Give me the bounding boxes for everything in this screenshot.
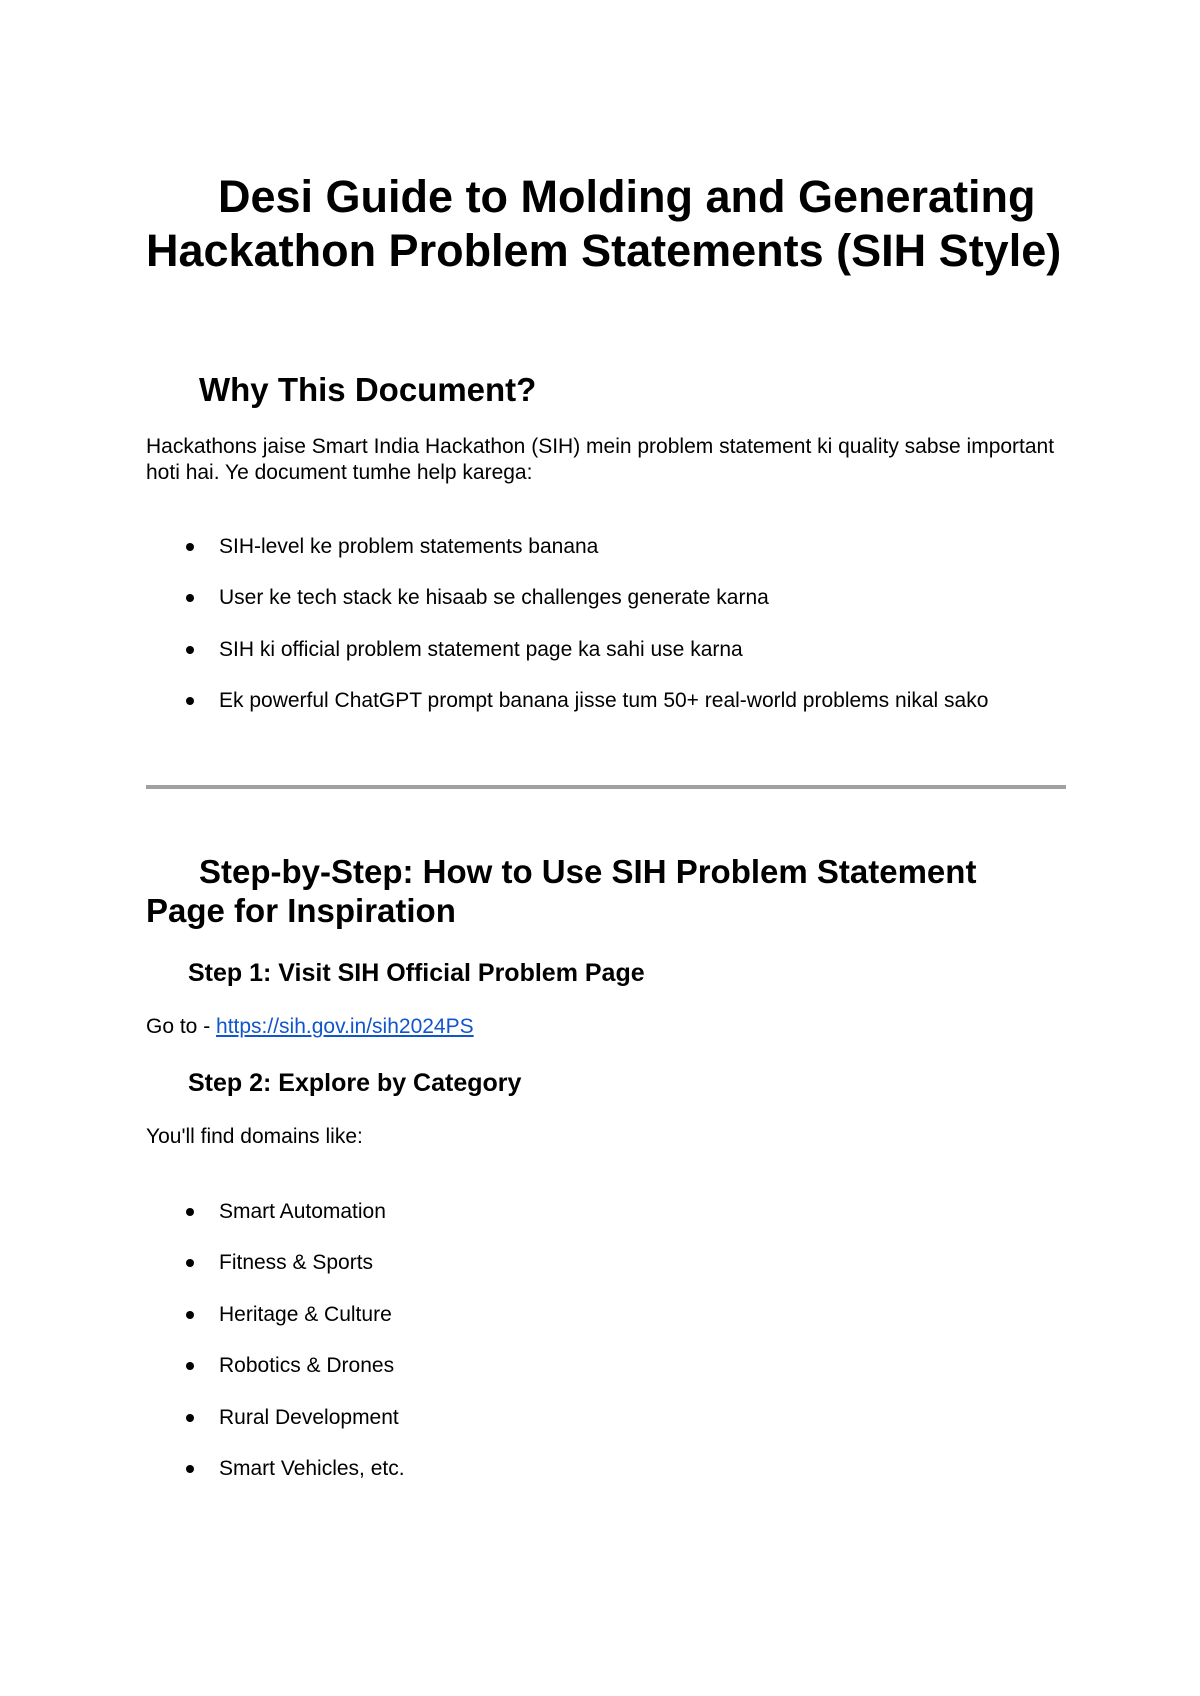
list-item-text: Ek powerful ChatGPT prompt banana jisse tum 50+ real-world problems nikal sako bbox=[219, 689, 989, 713]
list-item-text: Heritage & Culture bbox=[219, 1302, 392, 1326]
list-item bbox=[146, 534, 988, 585]
bullet-icon bbox=[186, 1259, 194, 1267]
list-item bbox=[146, 1405, 405, 1456]
purpose-list bbox=[146, 534, 988, 740]
list-item bbox=[146, 585, 988, 636]
list-item-text: Rural Development bbox=[219, 1405, 399, 1429]
section-heading-why bbox=[146, 370, 1046, 409]
list-item-text: Smart Automation bbox=[219, 1200, 386, 1223]
bullet-icon bbox=[186, 543, 194, 551]
step1-heading: Step 1: Visit SIH Official Problem Page bbox=[188, 959, 645, 987]
section-heading-step-by-step bbox=[146, 852, 1046, 930]
list-item bbox=[146, 1199, 405, 1250]
page-title-text: Desi Guide to Molding and Generating Hackathon Problem Statements (SIH Style) bbox=[146, 171, 1062, 276]
list-item-text: SIH ki official problem statement page ka sahi use karna bbox=[219, 637, 743, 661]
horizontal-divider bbox=[146, 785, 1066, 789]
list-item bbox=[146, 1456, 405, 1507]
section-heading-step-by-step-text: Step-by-Step: How to Use SIH Problem Statement Page for Inspiration bbox=[146, 853, 977, 929]
list-item-text: SIH-level ke problem statements banana bbox=[219, 535, 599, 558]
step1-prefix: Go to - bbox=[146, 1015, 217, 1038]
list-item bbox=[146, 1250, 405, 1301]
list-item-text: Fitness & Sports bbox=[219, 1251, 374, 1275]
bullet-icon bbox=[186, 697, 194, 705]
intro-paragraph: Hackathons jaise Smart India Hackathon (SIH) mein problem statement ki quality sabse important hoti hai. Ye document tumhe help karega: bbox=[146, 435, 1055, 484]
list-item-text: User ke tech stack ke hisaab se challenges generate karna bbox=[219, 586, 769, 610]
step2-heading: Step 2: Explore by Category bbox=[188, 1069, 522, 1097]
step2-intro: You'll find domains like: bbox=[146, 1125, 363, 1148]
bullet-icon bbox=[186, 1414, 194, 1422]
list-item bbox=[146, 637, 988, 688]
bullet-icon bbox=[186, 1362, 194, 1370]
sih-problem-page-link[interactable]: https://sih.gov.in/sih2024PS bbox=[216, 1015, 474, 1038]
bullet-icon bbox=[186, 1465, 194, 1473]
list-item bbox=[146, 1353, 405, 1404]
bullet-icon bbox=[186, 1311, 194, 1319]
list-item bbox=[146, 1302, 405, 1353]
list-item bbox=[146, 688, 988, 739]
list-item-text: Smart Vehicles, etc. bbox=[219, 1456, 405, 1480]
step1-paragraph bbox=[146, 1014, 1066, 1040]
page-title bbox=[146, 170, 1086, 278]
list-item-text: Robotics & Drones bbox=[219, 1354, 395, 1378]
bullet-icon bbox=[186, 1208, 194, 1216]
domain-list bbox=[146, 1199, 405, 1507]
bullet-icon bbox=[186, 594, 194, 602]
bullet-icon bbox=[186, 646, 194, 654]
section-heading-why-text: Why This Document? bbox=[199, 371, 537, 408]
